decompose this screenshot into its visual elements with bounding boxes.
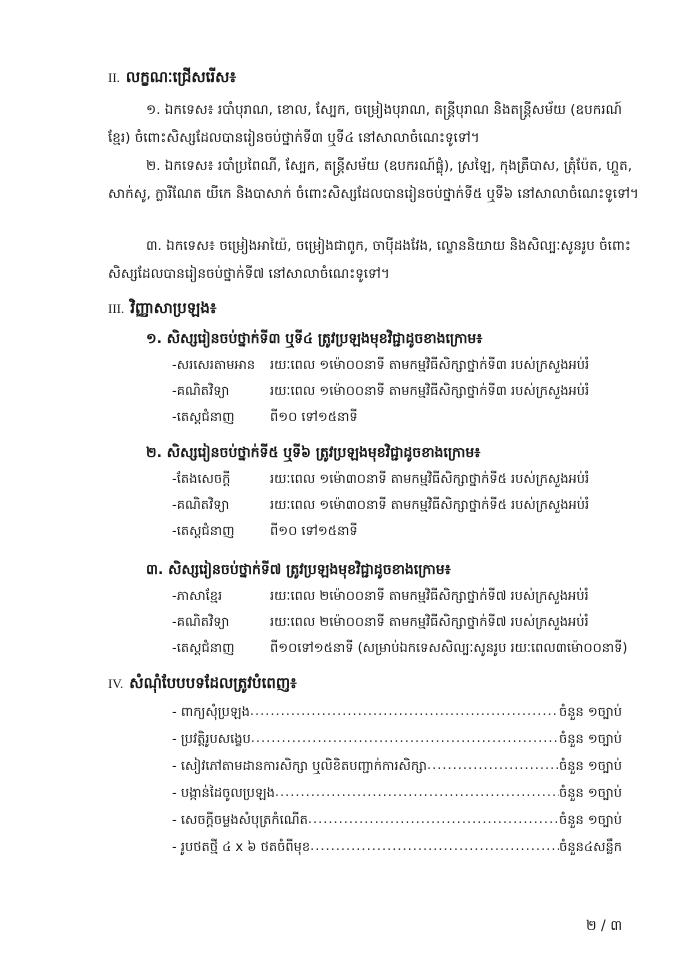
exam-subject: -តែងសេចក្តី	[172, 472, 231, 487]
section-4-number: IV.	[108, 676, 124, 691]
required-document-name: - សេចក្តីចម្លងសំបុត្រកំណើត	[172, 813, 308, 828]
required-document-quantity: ចំនួន ១ច្បាប់	[558, 813, 622, 828]
required-document-quantity: ចំនួន៤សន្លឹក	[559, 840, 622, 855]
item-label: ៣. ឯកទេស៖	[146, 238, 215, 254]
exam-group-3-heading: ៣. សិស្សរៀនចប់ថ្នាក់ទី៧ ត្រូវប្រឡងមុខវិជ្ជាដូចខាងក្រោម៖	[146, 562, 451, 578]
dotted-leader	[308, 812, 559, 834]
required-document-quantity: ចំនួន ១ច្បាប់	[558, 705, 622, 720]
item-label: ១. ឯកទេស៖	[146, 102, 214, 118]
required-document-row	[172, 812, 622, 834]
required-document-name: - រូបថតថ្មី ៤ x ៦ ថតចំពីមុខ	[172, 840, 311, 855]
exam-subject: -តេស្តជំនាញ	[172, 410, 235, 425]
exam-duration: ពី១០ ទៅ១៥នាទី	[270, 410, 358, 425]
required-document-quantity: ចំនួន ១ច្បាប់	[558, 732, 622, 747]
dotted-leader	[310, 839, 559, 861]
section-2-item-2	[108, 152, 640, 208]
required-document-name: - ពាក្យសុំប្រឡង	[172, 705, 250, 720]
exam-duration: ពី១០ទៅ១៥នាទី (សម្រាប់ឯកទេសសិល្បៈសូនរូប រយៈពេល៣ម៉ោ០០នាទី)	[270, 641, 628, 656]
section-4-heading	[108, 674, 297, 696]
section-2-heading	[108, 68, 236, 90]
dotted-leader	[250, 704, 559, 726]
item-text: ចម្រៀងអាយ៉ៃ, ចម្រៀងជាពូក, ចាប៉ីដងវែង, ល្ខោននិយាយ និងសិល្បៈសូនរូប ចំពោះសិស្សដែលបានរៀនចប់ថ្នាក់ទី៧ នៅសាលាចំណេះទូទៅ។	[108, 238, 631, 282]
required-document-name: - សៀវភៅតាមដានការសិក្សា ឬលិខិតបញ្ជាក់ការសិក្សា	[172, 759, 427, 774]
section-2-number: II.	[108, 70, 120, 85]
section-2-item-3	[108, 232, 640, 288]
required-document-name: - បង្កាន់ដៃចូលប្រឡង	[172, 786, 275, 801]
section-4-title: សំណុំបែបបទដែលត្រូវបំពេញ៖	[129, 674, 297, 692]
item-text: របាំប្រពៃណី, ស្បែក, តន្ត្រីសម័យ (ឧបករណ៍ផ្លុំ), ស្រឡៃ, កុងត្រឹបាស, ត្រុំប៉ែត, ហ្គួត, សាក់សូ, ក្លារីណែត យីកេ និងបាសាក់ ចំពោះសិស្សដែលបានរៀនចប់ថ្នាក់ទី៥ ឬទី៦ នៅសាលាចំណេះទូទៅ។	[108, 158, 639, 202]
dotted-leader	[251, 731, 559, 753]
section-3-number: III.	[108, 301, 125, 316]
exam-subject: -គណិតវិទ្យា	[172, 498, 230, 513]
exam-subject: -គណិតវិទ្យា	[172, 384, 230, 399]
exam-duration: ពី១០ ទៅ១៥នាទី	[270, 524, 358, 539]
section-2-title: លក្ខណៈជ្រើសរើស៖	[125, 68, 237, 86]
required-document-row	[172, 704, 622, 726]
required-document-row	[172, 785, 622, 807]
required-document-row	[172, 731, 622, 753]
exam-duration: រយៈពេល ១ម៉ោ៣០នាទី តាមកម្មវិធីសិក្សាថ្នាក់ទី៥ របស់ក្រសួងអប់រំ	[270, 472, 590, 487]
exam-subject: -តេស្តជំនាញ	[172, 641, 235, 656]
exam-subject: -គណិតវិទ្យា	[172, 615, 230, 630]
exam-subject: -សរសេរតាមអាន	[172, 358, 256, 373]
section-2-item-1	[108, 96, 640, 152]
section-3-heading	[108, 299, 216, 321]
section-3-title: វិញ្ញាសាប្រឡង៖	[130, 299, 217, 317]
exam-duration: រយៈពេល ២ម៉ោ០០នាទី តាមកម្មវិធីសិក្សាថ្នាក់ទី៧ របស់ក្រសួងអប់រំ	[270, 615, 589, 630]
item-label: ២. ឯកទេស៖	[146, 158, 214, 174]
required-document-name: - ប្រវត្តិរូបសង្ខេប	[172, 732, 251, 747]
exam-duration: រយៈពេល ២ម៉ោ០០នាទី តាមកម្មវិធីសិក្សាថ្នាក់ទី៧ របស់ក្រសួងអប់រំ	[270, 589, 589, 604]
required-document-quantity: ចំនួន ១ច្បាប់	[558, 786, 622, 801]
required-document-row	[172, 758, 622, 780]
exam-subject: -តេស្តជំនាញ	[172, 524, 235, 539]
exam-duration: រយៈពេល ១ម៉ោ០០នាទី តាមកម្មវិធីសិក្សាថ្នាក់ទី៣ របស់ក្រសួងអប់រំ	[270, 358, 590, 373]
page-number: ២ / ៣	[586, 918, 623, 934]
exam-duration: រយៈពេល ១ម៉ោ០០នាទី តាមកម្មវិធីសិក្សាថ្នាក់ទី៣ របស់ក្រសួងអប់រំ	[270, 384, 590, 399]
exam-subject: -ភាសាខ្មែរ	[172, 589, 223, 604]
dotted-leader	[427, 758, 559, 780]
exam-group-2-heading: ២. សិស្សរៀនចប់ថ្នាក់ទី៥ ឬទី៦ ត្រូវប្រឡងមុខវិជ្ជាដូចខាងក្រោម៖	[146, 445, 481, 461]
exam-duration: រយៈពេល ១ម៉ោ៣០នាទី តាមកម្មវិធីសិក្សាថ្នាក់ទី៥ របស់ក្រសួងអប់រំ	[270, 498, 590, 513]
required-document-quantity: ចំនួន ១ច្បាប់	[558, 759, 622, 774]
item-text: របាំបុរាណ, ខោល, ស្បែក, ចម្រៀងបុរាណ, តន្ត្រីបុរាណ និងតន្ត្រីសម័យ (ឧបករណ៍ខ្មែរ) ចំពោះសិស្សដែលបានរៀនចប់ថ្នាក់ទី៣ ឬទី៤ នៅសាលាចំណេះទូទៅ។	[108, 102, 623, 146]
exam-group-1-heading: ១. សិស្សរៀនចប់ថ្នាក់ទី៣ ឬទី៤ ត្រូវប្រឡងមុខវិជ្ជាដូចខាងក្រោម៖	[146, 331, 483, 347]
dotted-leader	[275, 785, 559, 807]
required-document-row	[172, 839, 622, 861]
